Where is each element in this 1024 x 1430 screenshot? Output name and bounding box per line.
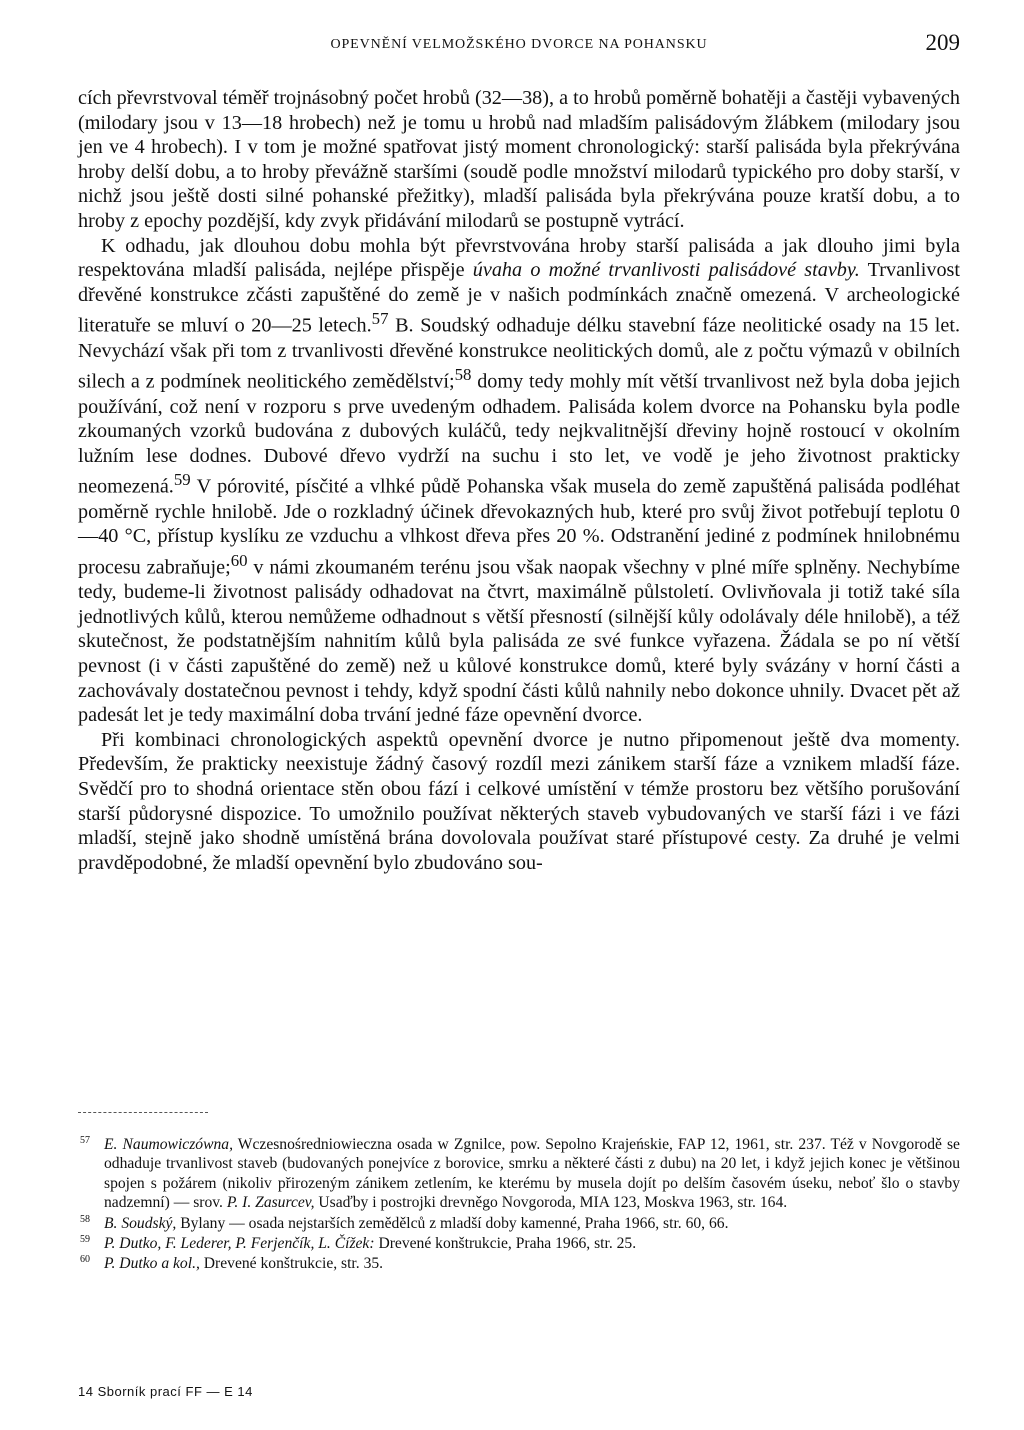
footnote-ref[interactable]: 58 xyxy=(454,365,472,385)
emphasis: úvaha o možné trvanlivosti palisádové stavby. xyxy=(472,259,860,282)
footnote-number: 57 xyxy=(80,1135,90,1146)
footnote-59: 59 P. Dutko, F. Lederer, P. Ferjenčík, L. Čížek: Drevené konštrukcie, Praha 1966, str. 25. xyxy=(78,1234,960,1253)
footnote-ref[interactable]: 57 xyxy=(371,309,389,329)
page-header xyxy=(78,30,960,60)
footnote-ref[interactable]: 60 xyxy=(230,550,248,570)
book-page xyxy=(78,0,960,1430)
footnote-separator xyxy=(78,1112,208,1113)
footnote-58: 58 B. Soudský, Bylany — osada nejstarších zemědělců z mladší doby kamenné, Praha 1966, str. 60, 66. xyxy=(78,1214,960,1233)
footnote-60: 60 P. Dutko a kol., Drevené konštrukcie, str. 35. xyxy=(78,1254,960,1273)
paragraph: K odhadu, jak dlouhou dobu mohla být převrstvována hroby starší palisáda a jak dlouho jimi byla respektována mladší palisáda, nejlépe přispěje úvaha o možné trvanlivosti palisádové stavby. Trvanlivost dřevěné konstrukce zčásti zapuštěné do země je v našich podmínkách značně omezená. V archeologické literatuře se mluví o 20—25 letech.$^{57}$ B. Soudský odhaduje délku stavební fáze neolitické osady na 15 let. Nevychází však při tom z trvanlivosti dřevěné konstrukce neolitických domů, ale z počtu výmazů v obilních silech a z podmínek neolitického zemědělství;$^{58}$ domy tedy mohly mít větší trvanlivost než byla doba jejich používání, což není v rozporu s prve uvedeným odhadem. Palisáda kolem dvorce na Pohansku byla podle zkoumaných vzorků budována z dubových kuláčů, tedy nejkvalitnější dřeviny hojně rostoucí v okolním lužním lese dodnes. Dubové dřevo vydrží na suchu i sto let, ve vodě je jeho životnost prakticky neomezená.$^{59}$ V pórovité, písčité a vlhké půdě Pohanska však musela do země zapuštěná palisáda podléhat poměrně rychle hnilobě. Jde o rozkladný účinek dřevokazných hub, které pro svůj život potřebují teplotu 0—40 °C, přístup kyslíku ze vzduchu a vlhkost dřeva přes 20 %. Odstranění jediné z podmínek hnilobnému procesu zabraňuje;$^{60}$ v námi zkoumaném terénu jsou však naopak všechny v plné míře splněny. Nechybíme tedy, budeme-li životnost palisády odhadovat na čtvrt, maximálně půlstoletí. Ovlivňovala ji totiž také síla jednotlivých kůlů, kterou nemůžeme odhadnout s větší přesností (silnější kůly odolávaly déle hnilobě), a též skutečnost, že podstatnějším nahnitím kůlů byla palisáda ze své funkce vyřazena. Žádala se po ní větší pevnost (i v části zapuštěné do země) než u kůlové konstrukce domů, které byly svázány v horní části a zachovávaly dostatečnou pevnost i tehdy, když spodní části kůlů nahnily nebo dokonce uhnily. Dvacet pět až padesát let je tedy maximální doba trvání jedné fáze opevnění dvorce. xyxy=(78,234,961,727)
paragraph: cích převrstvoval téměř trojnásobný počet hrobů (32—38), a to hrobů poměrně bohatěji a častěji vybavených (milodary jsou v 13—18 hrobech) než je tomu u hrobů nad mladším palisádovým žlábkem (milodary jsou jen ve 4 hrobech). I v tom je možné spatřovat jistý moment chronologický: starší palisáda byla překrývána hroby delší dobu, a to hroby převážně staršími (soudě podle množství milodarů typického pro doby starší, v nichž jsou ještě dosti silné pohanské přežitky), mladší palisáda byla překrývána pouze kratší dobu, a to hroby z epochy pozdější, kdy zvyk přidávání milodarů se postupně vytrácí. xyxy=(78,87,960,232)
body-text xyxy=(78,86,960,875)
footnote-ref[interactable]: 59 xyxy=(173,470,191,490)
footnote-number: 58 xyxy=(80,1213,90,1225)
running-title: OPEVNĚNÍ VELMOŽSKÉHO DVORCE NA POHANSKU xyxy=(330,37,708,52)
footnote-number: 59 xyxy=(80,1234,90,1246)
printer-signature: 14 Sborník prací FF — E 14 xyxy=(78,1384,253,1399)
footnote-number: 60 xyxy=(80,1254,90,1266)
paragraph: Při kombinaci chronologických aspektů opevnění dvorce je nutno připomenout ještě dva momenty. Především, že prakticky neexistuje žádný časový rozdíl mezi zánikem starší fáze a vznikem mladší fáze. Svědčí pro to shodná orientace stěn obou fází i celkové umístění v témže prostoru bez většího porušování starší půdorysné dispozice. To umožnilo používat některých staveb vybudovaných ve starší fázi i ve fázi mladší, stejně jako shodně umístěná brána dovolovala používat staré přístupové cesty. Za druhé je velmi pravděpodobné, že mladší opevnění bylo zbudováno sou- xyxy=(78,728,960,874)
footnote-57: 57 E. Naumowiczówna, Wczesnośredniowieczna osada w Zgnilce, pow. Sepolno Krajeńskie, FAP 12, 1961, str. 237. Též v Novgorodě se odhaduje trvanlivost staveb (budovaných ponejvíce z borovice, smrku a některé části z dubu) na 20 let, i když jejich konec je většinou spojen s požárem (nikoliv přirozeným zánikem zetlením, ke kterému by musela dojít po delším časovém úseku, neboť šlo o stavby nadzemní) — srov. P. I. Zasurcev, Usaďby i postrojki drevněgo Novgoroda, MIA 123, Moskva 1963, str. 164. xyxy=(78,1135,960,1213)
footnotes xyxy=(78,1135,960,1275)
page-number: 209 xyxy=(925,30,960,55)
